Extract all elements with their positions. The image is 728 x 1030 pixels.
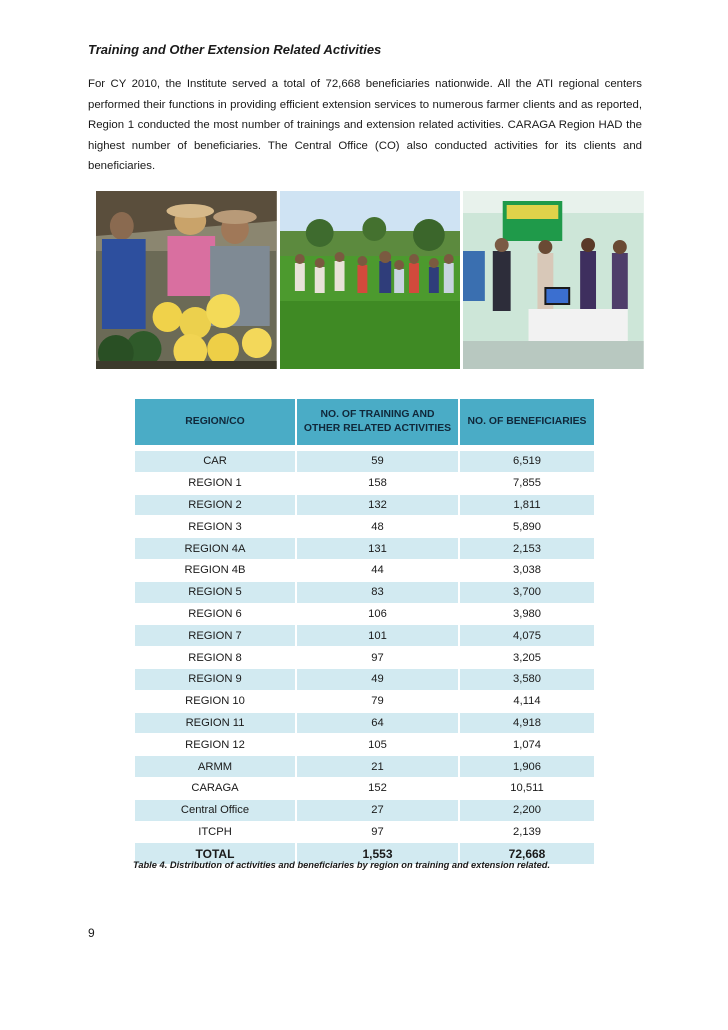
cell-region: REGION 9: [135, 668, 296, 690]
cell-region: ARMM: [135, 756, 296, 778]
cell-region: REGION 5: [135, 581, 296, 603]
total-cell-activities: 1,553: [296, 843, 459, 865]
cell-activities: 131: [296, 538, 459, 560]
cell-beneficiaries: 6,519: [459, 451, 594, 473]
total-cell-region: TOTAL: [135, 843, 296, 865]
table-row: [135, 559, 594, 581]
table-row: [135, 712, 594, 734]
table-row: [135, 603, 594, 625]
cell-activities: 48: [296, 516, 459, 538]
cell-activities: 21: [296, 756, 459, 778]
cell-beneficiaries: 7,855: [459, 472, 594, 494]
cell-beneficiaries: 4,114: [459, 690, 594, 712]
cell-region: CAR: [135, 451, 296, 473]
cell-activities: 97: [296, 647, 459, 669]
cell-region: REGION 1: [135, 472, 296, 494]
cell-beneficiaries: 2,139: [459, 821, 594, 843]
photo-farmers-melons: [96, 191, 277, 369]
cell-beneficiaries: 3,580: [459, 668, 594, 690]
cell-beneficiaries: 4,918: [459, 712, 594, 734]
cell-activities: 49: [296, 668, 459, 690]
cell-activities: 101: [296, 625, 459, 647]
cell-region: REGION 11: [135, 712, 296, 734]
photo-strip: [96, 191, 644, 369]
cell-beneficiaries: 2,153: [459, 538, 594, 560]
cell-beneficiaries: 10,511: [459, 777, 594, 799]
cell-region: Central Office: [135, 799, 296, 821]
table-row: [135, 581, 594, 603]
header-region: REGION/CO: [135, 399, 296, 445]
cell-activities: 105: [296, 734, 459, 756]
cell-region: ITCPH: [135, 821, 296, 843]
cell-beneficiaries: 1,811: [459, 494, 594, 516]
header-beneficiaries: NO. OF BENEFICIARIES: [459, 399, 594, 445]
header-activities: NO. OF TRAINING AND OTHER RELATED ACTIVITIES: [296, 399, 459, 445]
intro-paragraph: For CY 2010, the Institute served a total of 72,668 beneficiaries nationwide. All the ATI regional centers performed their functions in providing efficient extension services to numerous farmer clients and as reported, Region 1 conducted the most number of trainings and extension related activities. CARAGA Region HAD the highest number of beneficiaries. The Central Office (CO) also conducted activities for its clients and beneficiaries.: [88, 78, 642, 172]
table-row: [135, 538, 594, 560]
table-header-row: [135, 399, 594, 445]
beneficiaries-table: [135, 399, 594, 865]
table-row: [135, 494, 594, 516]
cell-region: REGION 4A: [135, 538, 296, 560]
cell-beneficiaries: 3,038: [459, 559, 594, 581]
cell-activities: 27: [296, 799, 459, 821]
cell-activities: 132: [296, 494, 459, 516]
table-row: [135, 821, 594, 843]
cell-beneficiaries: 3,980: [459, 603, 594, 625]
cell-region: REGION 6: [135, 603, 296, 625]
table-row: [135, 451, 594, 473]
cell-activities: 158: [296, 472, 459, 494]
cell-beneficiaries: 2,200: [459, 799, 594, 821]
cell-beneficiaries: 1,906: [459, 756, 594, 778]
cell-activities: 97: [296, 821, 459, 843]
cell-beneficiaries: 4,075: [459, 625, 594, 647]
cell-beneficiaries: 3,205: [459, 647, 594, 669]
cell-activities: 59: [296, 451, 459, 473]
table-row: [135, 516, 594, 538]
cell-beneficiaries: 3,700: [459, 581, 594, 603]
page-number: 9: [88, 926, 95, 940]
cell-region: REGION 2: [135, 494, 296, 516]
photo-rice-field: [280, 191, 461, 369]
photo-seminar: [463, 191, 644, 369]
table-row: [135, 734, 594, 756]
cell-activities: 79: [296, 690, 459, 712]
table-caption: Table 4. Distribution of activities and beneficiaries by region on training and extension related.: [133, 860, 551, 870]
cell-region: REGION 3: [135, 516, 296, 538]
section-heading: Training and Other Extension Related Activities: [88, 42, 382, 57]
cell-region: REGION 8: [135, 647, 296, 669]
table-row: [135, 690, 594, 712]
cell-activities: 44: [296, 559, 459, 581]
cell-region: REGION 7: [135, 625, 296, 647]
cell-region: CARAGA: [135, 777, 296, 799]
table-row: [135, 472, 594, 494]
cell-activities: 106: [296, 603, 459, 625]
cell-region: REGION 4B: [135, 559, 296, 581]
total-cell-beneficiaries: 72,668: [459, 843, 594, 865]
table-row: [135, 756, 594, 778]
table-row: [135, 625, 594, 647]
cell-activities: 64: [296, 712, 459, 734]
cell-beneficiaries: 1,074: [459, 734, 594, 756]
table-body: [135, 451, 594, 865]
cell-beneficiaries: 5,890: [459, 516, 594, 538]
cell-region: REGION 12: [135, 734, 296, 756]
table-row: [135, 668, 594, 690]
cell-region: REGION 10: [135, 690, 296, 712]
table-row: [135, 647, 594, 669]
table-row: [135, 777, 594, 799]
cell-activities: 83: [296, 581, 459, 603]
cell-activities: 152: [296, 777, 459, 799]
table-row: [135, 799, 594, 821]
